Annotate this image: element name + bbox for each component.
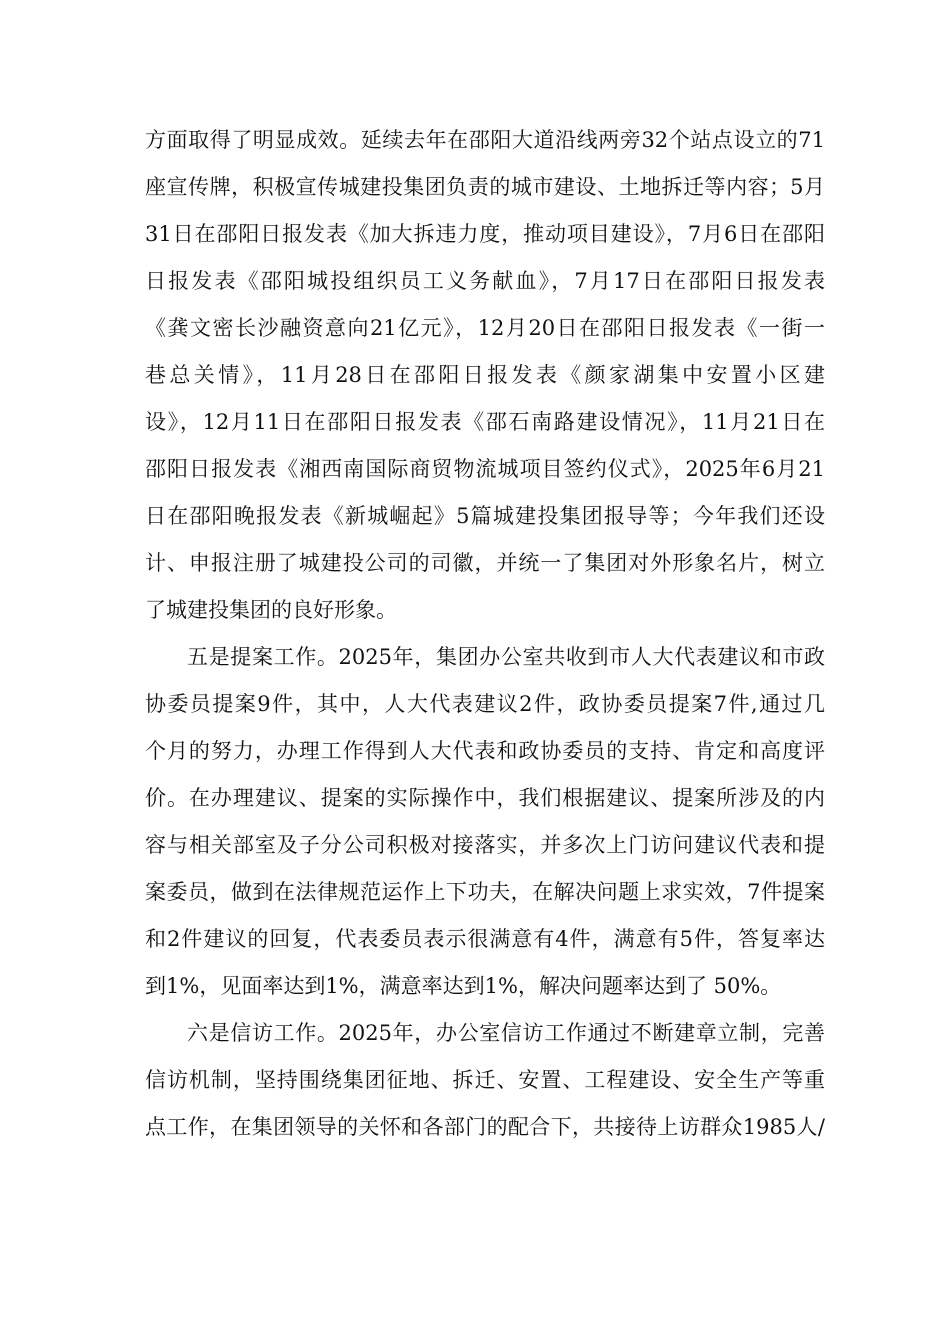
paragraph-1-line-10: 计、申报注册了城建投公司的司徽，并统一了集团对外形象名片，树立 (145, 551, 825, 575)
paragraph-2-line-1: 五是提案工作。2025年，集团办公室共收到市人大代表建议和市政 (187, 645, 825, 669)
paragraph-1-line-2: 座宣传牌，积极宣传城建投集团负责的城市建设、土地拆迁等内容；5月 (145, 175, 825, 199)
paragraph-3-line-2: 信访机制，坚持围绕集团征地、拆迁、安置、工程建设、安全生产等重 (145, 1068, 825, 1092)
paragraph-2-line-2: 协委员提案9件，其中，人大代表建议2件，政协委员提案7件,通过几 (145, 692, 825, 716)
paragraph-1-line-7: 设》，12月11日在邵阳日报发表《邵石南路建设情况》，11月21日在 (145, 410, 825, 434)
paragraph-1-line-9: 日在邵阳晚报发表《新城崛起》5篇城建投集团报导等；今年我们还设 (145, 504, 825, 528)
paragraph-2-line-6: 案委员，做到在法律规范运作上下功夫，在解决问题上求实效，7件提案 (145, 880, 825, 904)
paragraph-2-line-7: 和2件建议的回复，代表委员表示很满意有4件，满意有5件，答复率达 (145, 927, 825, 951)
paragraph-1-line-4: 日报发表《邵阳城投组织员工义务献血》，7月17日在邵阳日报发表 (145, 269, 825, 293)
paragraph-1-line-5: 《龚文密长沙融资意向21亿元》，12月20日在邵阳日报发表《一街一 (145, 316, 825, 340)
paragraph-2-line-8: 到1%，见面率达到1%，满意率达到1%，解决问题率达到了 50%。 (145, 974, 782, 998)
paragraph-1-line-8: 邵阳日报发表《湘西南国际商贸物流城项目签约仪式》，2025年6月21 (145, 457, 825, 481)
paragraph-1-line-1: 方面取得了明显成效。延续去年在邵阳大道沿线两旁32个站点设立的71 (145, 128, 825, 152)
paragraph-1-line-6: 巷总关情》，11月28日在邵阳日报发表《颜家湖集中安置小区建 (145, 363, 825, 387)
paragraph-2-line-4: 价。在办理建议、提案的实际操作中，我们根据建议、提案所涉及的内 (145, 786, 825, 810)
paragraph-2-line-3: 个月的努力，办理工作得到人大代表和政协委员的支持、肯定和高度评 (145, 739, 825, 763)
paragraph-3-line-3: 点工作，在集团领导的关怀和各部门的配合下，共接待上访群众1985人/ (145, 1115, 825, 1139)
paragraph-2-line-5: 容与相关部室及子分公司积极对接落实，并多次上门访问建议代表和提 (145, 833, 825, 857)
paragraph-1-line-11: 了城建投集团的良好形象。 (145, 598, 397, 622)
paragraph-1-line-3: 31日在邵阳日报发表《加大拆违力度，推动项目建设》，7月6日在邵阳 (145, 222, 825, 246)
paragraph-3-line-1: 六是信访工作。2025年，办公室信访工作通过不断建章立制，完善 (187, 1021, 825, 1045)
